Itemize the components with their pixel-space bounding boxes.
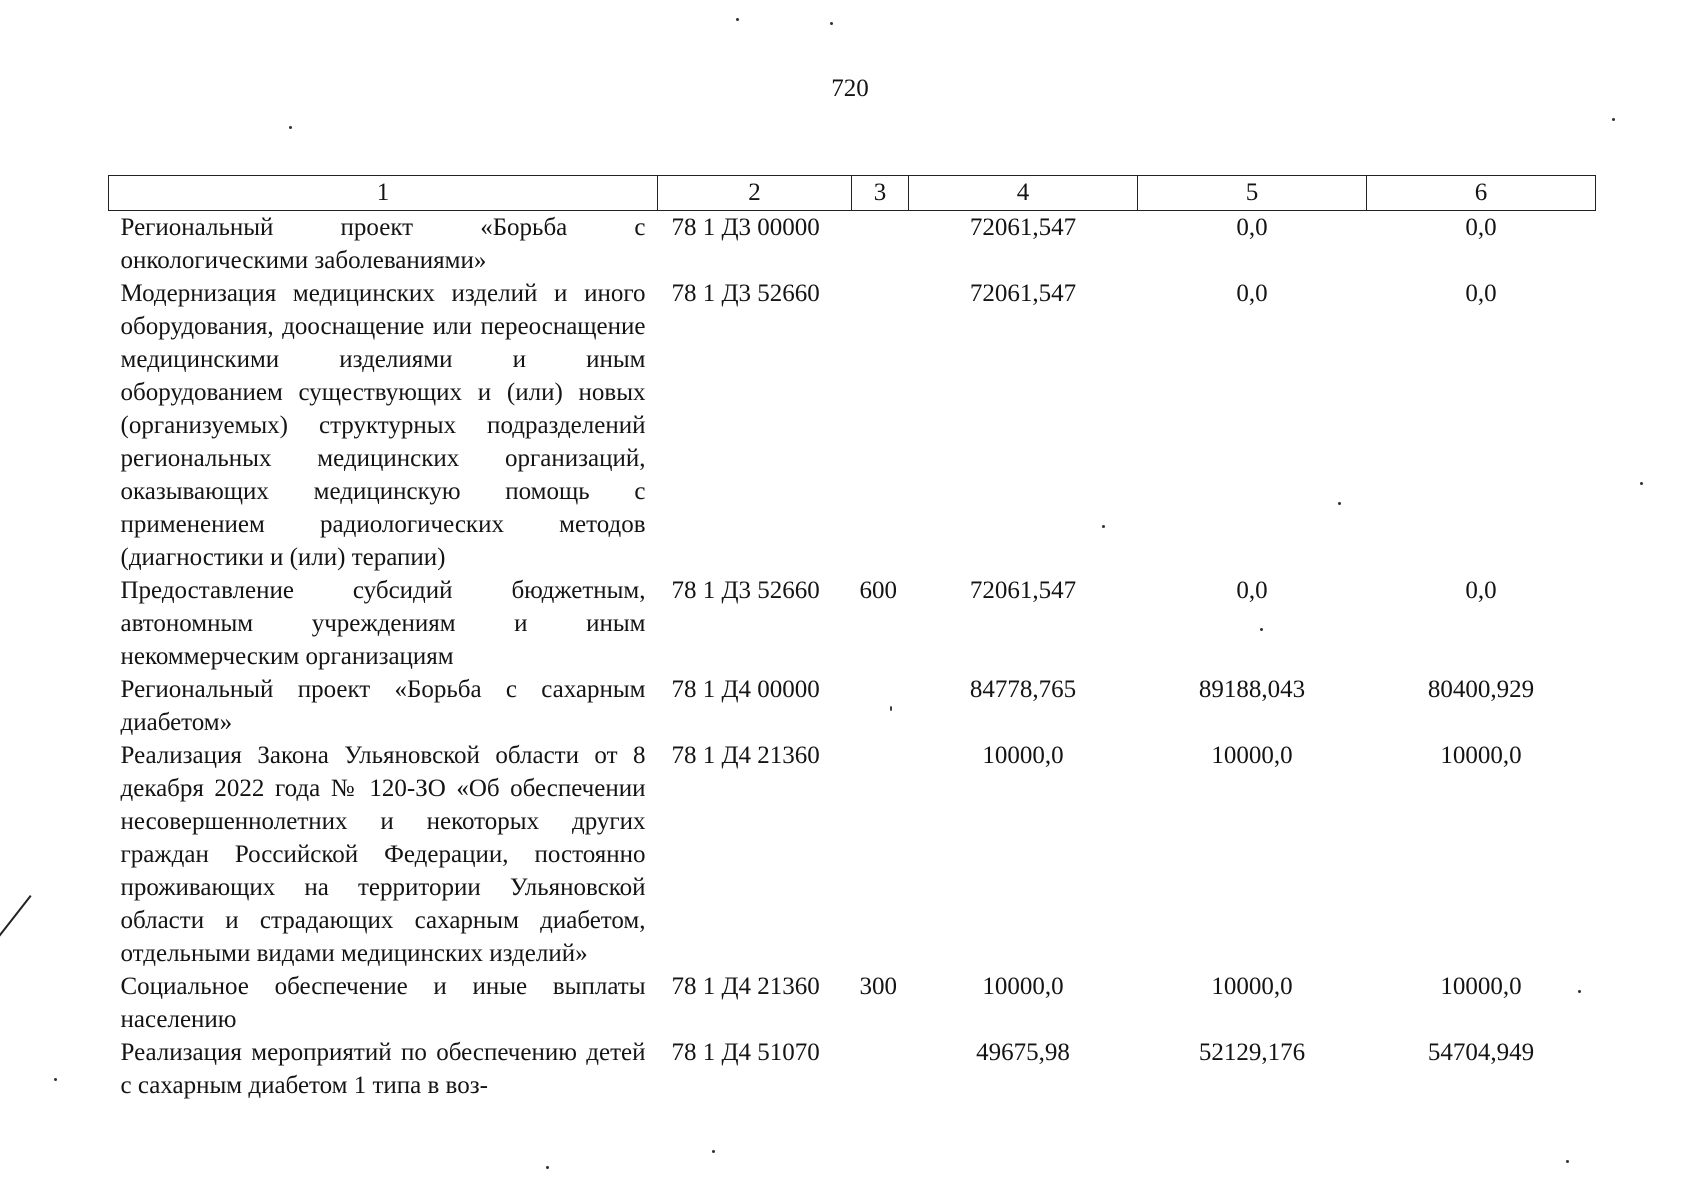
row-value-3: 0,0 bbox=[1465, 577, 1497, 604]
row-value-3: 10000,0 bbox=[1440, 973, 1522, 1000]
row-value-3: 10000,0 bbox=[1440, 742, 1522, 769]
scan-speck bbox=[830, 22, 833, 25]
column-header-3: 3 bbox=[852, 176, 909, 211]
scan-speck bbox=[890, 706, 892, 711]
scan-speck bbox=[1338, 502, 1341, 505]
row-code: 78 1 Д3 52660 bbox=[671, 280, 820, 307]
row-expense-type: 600 bbox=[859, 577, 897, 604]
row-value-3: 80400,929 bbox=[1427, 676, 1535, 703]
row-expense-type bbox=[852, 739, 909, 970]
scan-speck bbox=[54, 1078, 57, 1081]
table-row bbox=[109, 673, 1596, 739]
row-value-2: 10000,0 bbox=[1211, 742, 1293, 769]
column-header-2: 2 bbox=[658, 176, 852, 211]
row-code: 78 1 Д4 00000 bbox=[671, 676, 820, 703]
scan-speck bbox=[1566, 1160, 1569, 1163]
row-code: 78 1 Д3 00000 bbox=[671, 214, 820, 241]
scan-speck bbox=[1640, 482, 1643, 485]
row-expense-type bbox=[852, 1036, 909, 1102]
row-value-1: 10000,0 bbox=[982, 742, 1064, 769]
row-expense-type bbox=[852, 211, 909, 278]
row-value-1: 84778,765 bbox=[969, 676, 1077, 703]
table-row bbox=[109, 211, 1596, 278]
row-name: Реализация Закона Ульяновской области от 8 декабря 2022 года № 120-ЗО «Об обеспечении несовершеннолетних и некоторых других граждан Российской Федерации, постоянно проживающих на территории Ульяновской области и страдающих сахарным диабетом, отдельными видами медицинских изделий» bbox=[120, 742, 646, 967]
scan-speck bbox=[546, 1166, 549, 1169]
table-row bbox=[109, 574, 1596, 673]
row-value-1: 10000,0 bbox=[982, 973, 1064, 1000]
column-header-1: 1 bbox=[109, 176, 658, 211]
scan-speck bbox=[1102, 525, 1105, 528]
scan-speck bbox=[736, 18, 739, 21]
scan-speck bbox=[1260, 628, 1263, 631]
row-name: Региональный проект «Борьба с онкологическими заболеваниями» bbox=[120, 214, 646, 274]
row-name: Реализация мероприятий по обеспечению детей с сахарным диабетом 1 типа в воз- bbox=[120, 1039, 646, 1099]
row-expense-type bbox=[852, 277, 909, 574]
margin-pen-mark bbox=[0, 895, 32, 967]
table-row bbox=[109, 1036, 1596, 1102]
row-value-3: 0,0 bbox=[1465, 214, 1497, 241]
row-value-1: 49675,98 bbox=[976, 1039, 1070, 1066]
scan-speck bbox=[1578, 990, 1581, 993]
budget-table bbox=[108, 175, 1596, 1102]
row-value-2: 52129,176 bbox=[1198, 1039, 1306, 1066]
row-code: 78 1 Д4 21360 bbox=[671, 742, 820, 769]
row-value-2: 0,0 bbox=[1236, 577, 1268, 604]
row-value-2: 10000,0 bbox=[1211, 973, 1293, 1000]
row-code: 78 1 Д3 52660 bbox=[671, 577, 820, 604]
row-code: 78 1 Д4 21360 bbox=[671, 973, 820, 1000]
scan-speck bbox=[1612, 118, 1615, 121]
row-value-3: 54704,949 bbox=[1427, 1039, 1535, 1066]
column-header-4: 4 bbox=[909, 176, 1138, 211]
scan-speck bbox=[289, 126, 292, 129]
row-name: Модернизация медицинских изделий и иного оборудования, дооснащение или переоснащение медицинскими изделиями и иным оборудованием существующих и (или) новых (организуемых) структурных подразделений региональных медицинских организаций, оказывающих медицинскую помощь с применением радиологических методов (диагностики и (или) терапии) bbox=[120, 280, 646, 571]
row-value-2: 0,0 bbox=[1236, 214, 1268, 241]
table-header-row bbox=[109, 176, 1596, 211]
scan-speck bbox=[712, 1150, 715, 1153]
table-row bbox=[109, 970, 1596, 1036]
row-name: Социальное обеспечение и иные выплаты населению bbox=[120, 973, 646, 1033]
row-value-3: 0,0 bbox=[1465, 280, 1497, 307]
row-name: Предоставление субсидий бюджетным, автономным учреждениям и иным некоммерческим организациям bbox=[120, 577, 646, 670]
page-number: 720 bbox=[831, 75, 869, 102]
row-value-1: 72061,547 bbox=[969, 280, 1077, 307]
row-expense-type bbox=[852, 673, 909, 739]
column-header-6: 6 bbox=[1367, 176, 1596, 211]
row-value-1: 72061,547 bbox=[969, 214, 1077, 241]
row-value-2: 89188,043 bbox=[1198, 676, 1306, 703]
table-row bbox=[109, 739, 1596, 970]
row-name: Региональный проект «Борьба с сахарным диабетом» bbox=[120, 676, 646, 736]
row-expense-type: 300 bbox=[859, 973, 897, 1000]
row-value-2: 0,0 bbox=[1236, 280, 1268, 307]
row-value-1: 72061,547 bbox=[969, 577, 1077, 604]
table-row bbox=[109, 277, 1596, 574]
row-code: 78 1 Д4 51070 bbox=[671, 1039, 820, 1066]
column-header-5: 5 bbox=[1138, 176, 1367, 211]
